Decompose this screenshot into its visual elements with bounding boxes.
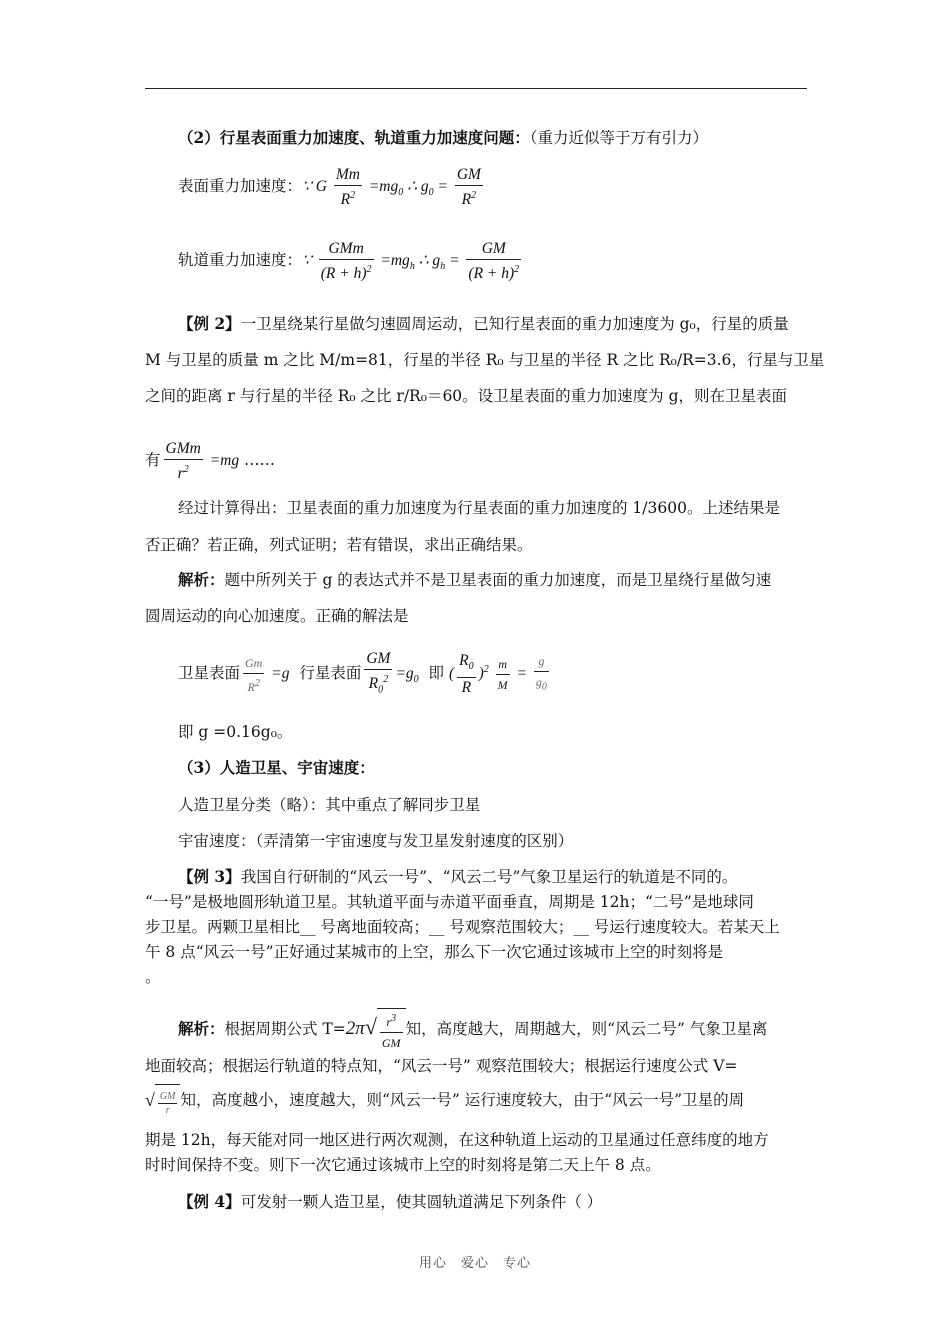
- period-formula-text: 根据周期公式 T=: [224, 1020, 346, 1039]
- surface-math: ∵ G $\frac{Mm}{R^2}$ $=mg_0$ ∴ $g_0$ = $\frac{GM}{R^2}$: [302, 165, 481, 209]
- example2-line3: 之间的距离 r 与行星的半径 R₀ 之比 r/R₀＝60。设卫星表面的重力加速度为 g，则在卫星表面: [145, 387, 788, 405]
- example3-analysis-label: 解析：: [178, 1019, 225, 1039]
- example3-analysis-line1: [178, 1008, 767, 1053]
- example2-line2: M 与卫星的质量 m 之比 M/m=81，行星的半径 R₀ 与卫星的半径 R 之比 R₀/R=3.6，行星与卫星: [145, 351, 825, 369]
- example3-line3: 步卫星。两颗卫星相比__ 号离地面较高；__ 号观察范围较大；__ 号运行速度较大。若某天上: [145, 918, 780, 936]
- example2-tag: 【例 2】: [178, 314, 241, 333]
- section3-title: （3）人造卫星、宇宙速度：: [178, 758, 375, 777]
- sat-surface-math: $\frac{Gm}{R^2}$ =g: [240, 665, 289, 682]
- example3-text: 我国自行研制的“风云一号”、“风云二号”气象卫星运行的轨道是不同的。: [240, 868, 738, 886]
- result-line1: 经过计算得出：卫星表面的重力加速度为行星表面的重力加速度的 1/3600。上述结果是: [178, 499, 780, 517]
- ratio-math: ( $\frac{R_0}{R}$ )$^2$ $\frac{m}{M}$ = $\frac{g}{g_0}$: [448, 652, 547, 697]
- centripetal-math: $\frac{\text{GMm}}{r^2}$ =mg: [165, 439, 240, 483]
- analysis-line1: [178, 570, 771, 590]
- header-rule: [145, 88, 807, 89]
- example4-line: [178, 1192, 602, 1212]
- analysis-label: 解析：: [178, 570, 225, 589]
- orbit-label: 轨道重力加速度：: [178, 251, 303, 269]
- have-text: 有: [145, 451, 161, 469]
- surface-gravity-formula: [178, 162, 486, 217]
- velocity-math: √ $\frac{GM}{r}$: [145, 1092, 180, 1109]
- ji-label: 即: [428, 664, 445, 683]
- example3-analysis-line2: 地面较高；根据运行轨道的特点知，“风云一号” 观察范围较大；根据运行速度公式 V=: [145, 1057, 738, 1075]
- planet-surface-math: $\frac{GM}{R_0^2}$ $=g_0$: [366, 649, 419, 696]
- ellipsis: ……: [244, 451, 276, 469]
- orbit-gravity-formula: [178, 236, 524, 291]
- example4-tag: 【例 4】: [178, 1192, 241, 1211]
- example4-text: 可发射一颗人造卫星，使其圆轨道满足下列条件（ ）: [240, 1193, 603, 1211]
- orbit-math: ∵ $\frac{\text{GMm}}{(R + h)^2}$ $=mg_h$ ∴ $g_h$ = $\frac{GM}{(R + h)^2}$: [302, 239, 520, 283]
- page-footer: 用心 爱心 专心: [418, 1256, 531, 1271]
- velocity-conclusion: 知，高度越小，速度越大，则“风云一号” 运行速度较大，由于“风云一号”卫星的周: [180, 1091, 745, 1110]
- example3-analysis-line5: 时时间保持不变。则下一次它通过该城市上空的时刻将是第二天上午 8 点。: [145, 1156, 661, 1174]
- example3-analysis-line3: [145, 1082, 744, 1121]
- example2-line1: [178, 314, 789, 334]
- section3-cosmic-speed: 宇宙速度：（弄清第一宇宙速度与发卫星发射速度的区别）: [178, 832, 574, 850]
- section2-title: （2）行星表面重力加速度、轨道重力加速度问题：: [178, 128, 530, 147]
- section2-heading: [178, 128, 708, 148]
- period-conclusion: 知，高度越大，周期越大，则“风云二号” 气象卫星离: [405, 1020, 768, 1039]
- example3-analysis-line4: 期是 12h，每天能对同一地区进行两次观测，在这种轨道上运动的卫星通过任意纬度的地方: [145, 1131, 769, 1149]
- example3-line4: 午 8 点“风云一号”正好通过某城市的上空，那么下一次它通过该城市上空的时刻将是: [145, 943, 724, 961]
- sat-surface-label: 卫星表面: [178, 664, 241, 683]
- period-math: 2π√ $\frac{r^3}{GM}$: [346, 1021, 406, 1038]
- example2-formula: [145, 436, 275, 485]
- section2-note: （重力近似等于万有引力）: [529, 129, 709, 147]
- example3-line1: [178, 867, 737, 887]
- example3-line2: “一号”是极地圆形轨道卫星。其轨道平面与赤道平面垂直，周期是 12h；“二号”是地球同: [145, 893, 754, 911]
- example2-answer: 即 g =0.16g₀。: [178, 723, 293, 741]
- solution-formula: [178, 642, 552, 708]
- analysis-text: 题中所列关于 g 的表达式并不是卫星表面的重力加速度，而是卫星绕行星做匀速: [224, 571, 772, 589]
- section3-classification: 人造卫星分类（略）：其中重点了解同步卫星: [178, 796, 481, 814]
- analysis-line2: 圆周运动的向心加速度。正确的解法是: [145, 607, 409, 625]
- example3-tag: 【例 3】: [178, 867, 241, 886]
- planet-surface-label: 行星表面: [299, 664, 362, 683]
- surface-label: 表面重力加速度：: [178, 177, 303, 195]
- result-line2: 否正确？若正确，列式证明；若有错误，求出正确结果。: [145, 536, 533, 554]
- example3-line5: 。: [145, 968, 161, 986]
- example2-text: 一卫星绕某行星做匀速圆周运动，已知行星表面的重力加速度为 g₀，行星的质量: [240, 315, 789, 333]
